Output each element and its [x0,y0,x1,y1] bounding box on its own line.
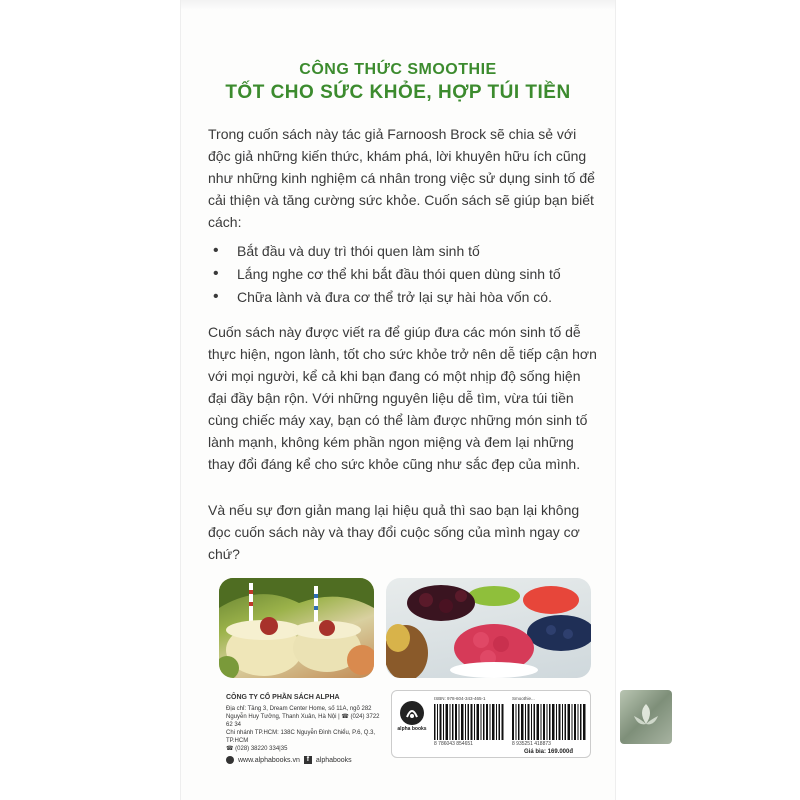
intro-paragraph: Trong cuốn sách này tác giả Farnoosh Brock sẽ chia sẻ với độc giả những kiến thức, khám phá, lời khuyên hữu ích cũng như những kinh nghiệm cá nhân trong việc sử dụng sinh tố để cải thiện và tăng cường sức khỏe. Cuốn sách sẽ giúp bạn biết cách: [208,126,595,230]
list-item: • Chữa lành và đưa cơ thể trở lại sự hài hòa vốn có. [211,286,601,308]
barcode-panel [391,690,591,758]
globe-icon [226,756,234,764]
fruit-illustration [386,578,591,678]
list-item: • Bắt đầu và duy trì thói quen làm sinh tố [211,240,601,262]
body-paragraph: Cuốn sách này được viết ra để giúp đưa các món sinh tố dễ thực hiện, ngon lành, tốt cho sức khỏe trở nên dễ tiếp cận hơn với mọi người, kể cả khi bạn đang có một nhịp độ sống hiện đại đầy bận rộn. Với những nguyên liệu dễ tìm, vừa túi tiền cùng chiếc máy xay, bạn có thể làm được những món sinh tố lành mạnh, không kém phần ngon miệng và đem lại những thay đổi đáng kể cho sức khỏe cũng như sắc đẹp của mình. [208,324,597,472]
website-text: www.alphabooks.vn [238,756,300,764]
publisher-address-line: Chi nhánh TP.HCM: 138C Nguyễn Đình Chiểu, P.6, Q.3, TP.HCM [226,730,376,744]
publisher-name: CÔNG TY CỔ PHẦN SÁCH ALPHA [226,694,340,701]
closing-paragraph: Và nếu sự đơn giản mang lại hiệu quả thì sao bạn lại không đọc cuốn sách này và thay đổi cuộc sống của mình ngay cơ chứ? [208,502,580,562]
alpha-books-logo-icon [400,701,424,725]
publisher-address-line: Nguyễn Huy Tưởng, Thanh Xuân, Hà Nội | ☎ (024) 3722 62 34 [226,714,380,728]
barcode-left [434,704,504,740]
cover-price: Giá bìa: 169.000đ [524,749,574,755]
title-line-1: CÔNG THỨC SMOOTHIE [299,61,497,78]
benefits-list [211,240,601,309]
fruits-bowls-photo [386,578,591,678]
publisher-info [226,694,386,753]
facebook-icon: f [304,756,312,764]
book-back-cover [180,0,616,800]
publisher-address-line: ☎ (028) 38220 334|35 [226,746,288,752]
isbn-left: ISBN: 978-604-343-465-1 [434,696,486,701]
barcode-number-right: 8 935251 418873 [512,741,551,747]
smoothie-glasses-photo [219,578,374,678]
barcode-number-left: 8 786043 854651 [434,741,473,747]
smoothie-illustration [219,578,374,678]
facebook-text: alphabooks [315,756,352,764]
spacer [597,686,598,687]
publisher-web-row [226,756,352,764]
hologram-sticker [620,690,672,744]
list-item: • Lắng nghe cơ thể khi bắt đầu thói quen dùng sinh tố [211,263,601,285]
isbn-right: Smoothie... [512,696,535,701]
publisher-address-line: Địa chỉ: Tầng 3, Dream Center Home, số 11A, ngõ 282 [226,706,372,712]
barcode-right [512,704,586,740]
title-line-2: TỐT CHO SỨC KHỎE, HỢP TÚI TIỀN [225,82,571,103]
top-shadow [181,0,615,10]
hologram-leaf-icon [620,690,672,744]
alpha-books-logo-text: alpha books [397,726,427,732]
